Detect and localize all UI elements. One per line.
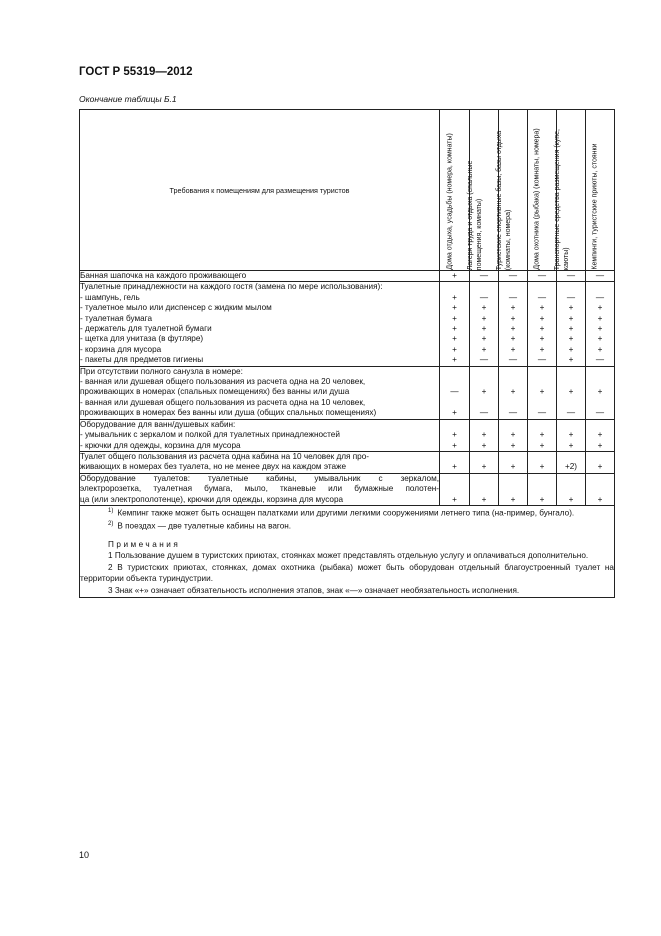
requirement-line: - туалетная бумага <box>80 313 153 323</box>
notes-title: Примечания <box>108 539 181 549</box>
column-header-text: Туристские спортивные базы, базы отдыха (комнаты, номера) <box>495 130 512 270</box>
footnote-mark: 1) <box>108 507 114 514</box>
table-header-row <box>80 110 615 271</box>
note: 1 Пользование душем в туристских приютах, стоянках может представлять отдельную услугу и оплачиваться дополнительно. <box>108 551 589 561</box>
column-header <box>586 110 615 271</box>
footnote <box>80 519 614 532</box>
requirement-cell <box>80 473 440 505</box>
mark-cell: — <box>557 271 586 282</box>
mark-cell: + — <box>499 366 528 419</box>
mark-cell: — <box>586 271 615 282</box>
column-header <box>528 110 557 271</box>
column-header <box>495 110 528 271</box>
mark-cell: + <box>470 451 499 473</box>
requirement-line: живающих в номерах без туалета, но не менее двух на каждом этаже <box>80 462 347 472</box>
requirement-line: Банная шапочка на каждого проживающего <box>80 271 247 280</box>
requirement-cell <box>80 419 440 451</box>
mark-cell: + — <box>528 366 557 419</box>
mark-cell: + <box>470 473 499 505</box>
mark-cell: — + + + + + — <box>470 282 499 366</box>
column-header-text: Дома отдыха, усадьбы (номера, комнаты) <box>445 133 453 270</box>
requirement-line: электророзетка, туалетная бумага, мыло, тканевые или бумажные полотен- <box>80 484 439 494</box>
table-row <box>80 271 615 282</box>
requirement-line: - шампунь, гель <box>80 292 140 302</box>
footnote <box>80 506 614 519</box>
column-header <box>553 110 586 271</box>
requirements-table <box>79 109 615 598</box>
mark-cell: + + <box>440 419 470 451</box>
mark-cell: — + + + + + — <box>499 282 528 366</box>
requirement-line: - туалетное мыло или диспенсер с жидким мылом <box>80 303 272 313</box>
mark-cell: + <box>440 473 470 505</box>
footnote-mark: 2) <box>108 521 114 528</box>
mark-cell: + + <box>470 419 499 451</box>
mark-cell: + <box>528 451 557 473</box>
mark-cell: + <box>528 473 557 505</box>
requirement-line: проживающих в номерах без ванны или душа (общих спальных помещениях) <box>80 408 377 418</box>
requirement-cell <box>80 451 440 473</box>
mark-cell: + <box>440 451 470 473</box>
mark-cell: + — <box>557 366 586 419</box>
mark-cell: + + <box>528 419 557 451</box>
column-header-text: Лагеря труда и отдыха (спальные помещения, комнаты) <box>466 160 483 270</box>
requirement-line: - ванная или душевая общего пользования из расчета одна на 10 человек, <box>80 397 366 407</box>
requirement-line: - крючки для одежды, корзина для мусора <box>80 440 241 450</box>
requirement-line: - корзина для мусора <box>80 344 162 354</box>
footnote-text: В поездах — две туалетные кабины на вагон. <box>117 522 292 531</box>
mark-cell: — <box>499 271 528 282</box>
mark-cell: — + + + + + — <box>528 282 557 366</box>
requirement-cell <box>80 366 440 419</box>
requirement-cell <box>80 271 440 282</box>
table-row <box>80 473 615 505</box>
mark-cell: + — <box>470 366 499 419</box>
requirement-cell <box>80 282 440 366</box>
note: 2 В туристских приютах, стоянках, домах охотника (рыбака) может быть оборудован отдельный благоустроенный туалет на территории объекта туриндустрии. <box>80 562 614 584</box>
mark-cell: + + <box>499 419 528 451</box>
page-number: 10 <box>79 850 90 860</box>
footnote-text: Кемпинг также может быть оснащен палатками или другими легкими сооружениями летнего типа (на-пример, бунгало). <box>117 508 575 518</box>
mark-cell: — + <box>440 366 470 419</box>
column-header-text: Кемпинги, туристские приюты, стоянки <box>591 143 599 270</box>
requirement-line: - умывальник с зеркалом и полкой для туалетных принадлежностей <box>80 430 340 440</box>
table-footer-row <box>80 505 615 597</box>
requirement-line: Оборудование для ванн/душевых кабин: <box>80 419 236 429</box>
mark-cell: + — <box>586 366 615 419</box>
table-row <box>80 282 615 366</box>
requirement-line: Туалет общего пользования из расчета одна кабина на 10 человек для про- <box>80 451 370 461</box>
mark-cell: + <box>557 473 586 505</box>
mark-cell: — <box>528 271 557 282</box>
requirement-line: - пакеты для предметов гигиены <box>80 355 204 365</box>
column-header-text: Транспортные средства размещения (купе, каюты) <box>553 128 570 270</box>
requirement-line: - держатель для туалетной бумаги <box>80 324 212 334</box>
mark-cell: — <box>470 271 499 282</box>
requirement-line: ца (или электрополотенце), крючки для одежды, корзина для мусора <box>80 494 344 504</box>
requirement-line: При отсутствии полного санузла в номере: <box>80 366 243 376</box>
mark-cell: + <box>586 451 615 473</box>
requirement-line: проживающих в номерах (спальных помещениях) без ванны или душа <box>80 387 350 397</box>
table-footer <box>80 505 615 597</box>
mark-cell: +2) <box>557 451 586 473</box>
mark-cell: — + + + + + + <box>557 282 586 366</box>
table-row <box>80 451 615 473</box>
mark-cell: + <box>499 473 528 505</box>
requirements-column-header: Требования к помещениям для размещения туристов <box>80 110 440 271</box>
mark-cell: + + + + + + + <box>440 282 470 366</box>
requirement-line: - щетка для унитаза (в футляре) <box>80 334 204 344</box>
mark-cell: + + <box>586 419 615 451</box>
note: 3 Знак «+» означает обязательность исполнения этапов, знак «—» означает необязательность исполнения. <box>108 585 520 595</box>
mark-cell: + <box>499 451 528 473</box>
table-row <box>80 419 615 451</box>
mark-cell: + + <box>557 419 586 451</box>
mark-cell: + <box>586 473 615 505</box>
table-caption: Окончание таблицы Б.1 <box>79 94 177 104</box>
mark-cell: + <box>440 271 470 282</box>
table-row <box>80 366 615 419</box>
column-header <box>466 110 499 271</box>
column-header <box>440 110 470 271</box>
column-header-text: Дома охотника (рыбака) (комнаты, номера) <box>533 128 541 270</box>
mark-cell: — + + + + + — <box>586 282 615 366</box>
requirement-line: Туалетные принадлежности на каждого гостя (замена по мере использования): <box>80 282 383 292</box>
requirement-line: - ванная или душевая общего пользования из расчета одна на 20 человек, <box>80 377 366 387</box>
document-title: ГОСТ Р 55319—2012 <box>79 66 193 78</box>
requirement-line: Оборудование туалетов: туалетные кабины, умывальник с зеркалом, <box>80 473 439 483</box>
